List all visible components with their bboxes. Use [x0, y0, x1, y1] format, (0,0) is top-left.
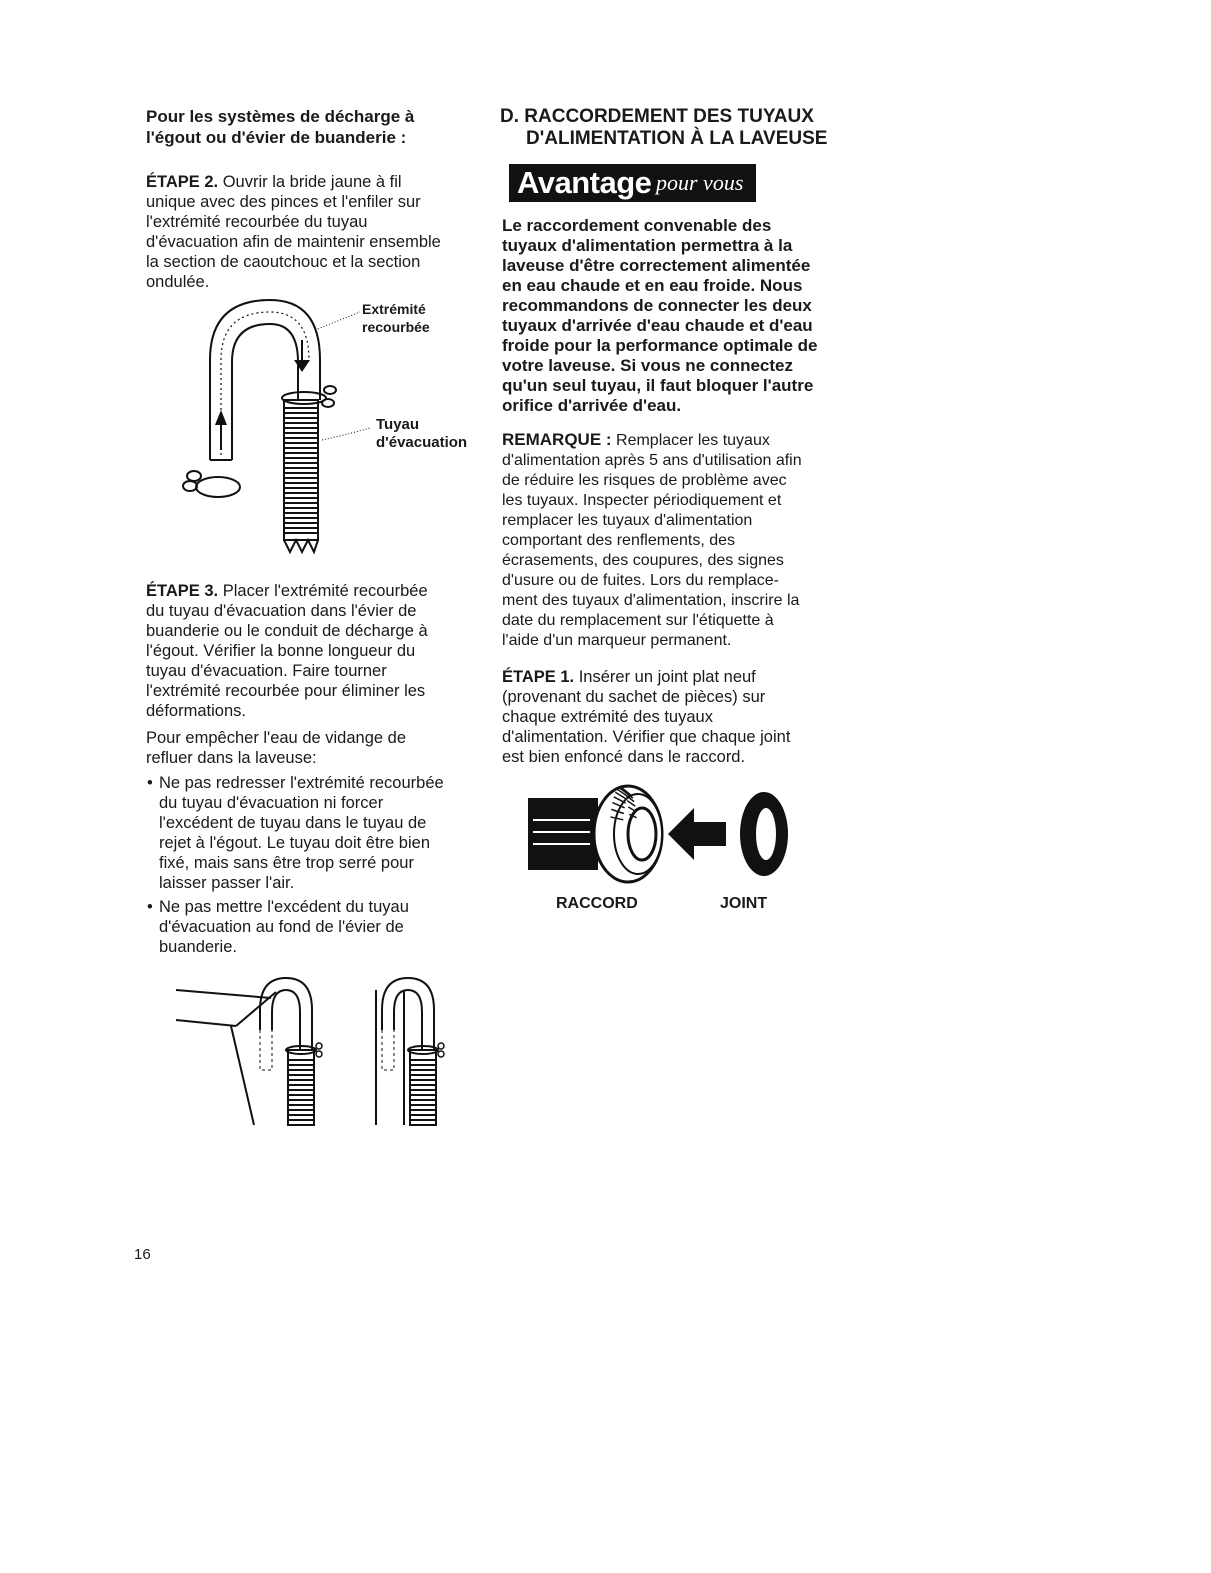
banner-word: pour vous [656, 170, 744, 195]
label-line: recourbée [362, 319, 430, 335]
text-line: tuyau d'évacuation. Faire tourner [146, 662, 387, 680]
remarque-label: REMARQUE : [502, 430, 612, 449]
text-line: de réduire les risques de problème avec [502, 472, 787, 489]
text-line: d'évacuation afin de maintenir ensemble [146, 233, 441, 251]
etape-1-paragraph [502, 667, 790, 767]
text-line: chaque extrémité des tuyaux [502, 708, 713, 726]
text-line: unique avec des pinces et l'enfiler sur [146, 193, 421, 211]
label-line: Extrémité [362, 301, 426, 317]
step-label: ÉTAPE 2. [146, 173, 219, 191]
text-line: d'évacuation au fond de l'évier de [159, 918, 404, 936]
text-line: date du remplacement sur l'étiquette à [502, 612, 774, 629]
label-extremite-recourbee [362, 300, 430, 336]
text-line: Ouvrir la bride jaune à fil [218, 173, 402, 191]
sink-standpipe-illustration [176, 970, 476, 1130]
heading-line: D. RACCORDEMENT DES TUYAUX [500, 106, 814, 127]
text-line: d'usure ou de fuites. Lors du remplace- [502, 572, 779, 589]
etape-2-paragraph [146, 172, 441, 292]
text-line: écrasements, des coupures, des signes [502, 552, 784, 569]
text-line: orifice d'arrivée d'eau. [502, 396, 682, 415]
text-line: froide pour la performance optimale de [502, 336, 818, 355]
text-line: tuyaux d'alimentation permettra à la [502, 236, 793, 255]
text-line: Ne pas mettre l'excédent du tuyau [159, 898, 409, 916]
text-line: du tuyau d'évacuation dans l'évier de [146, 602, 417, 620]
text-line: l'extrémité recourbée du tuyau [146, 213, 368, 231]
text-line: buanderie ou le conduit de décharge à [146, 622, 428, 640]
label-raccord: RACCORD [556, 895, 638, 912]
text-line: la section de caoutchouc et la section [146, 253, 421, 271]
text-line: laveuse d'être correctement alimentée [502, 256, 811, 275]
text-line: l'aide d'un marqueur permanent. [502, 632, 732, 649]
text-line: Pour empêcher l'eau de vidange de [146, 729, 406, 747]
etape-3-paragraph [146, 581, 428, 721]
text-line: tuyaux d'arrivée d'eau chaude et d'eau [502, 316, 813, 335]
section-heading-supply [500, 106, 827, 150]
bullet-glyph: • [147, 898, 153, 916]
text-line: d'alimentation. Vérifier que chaque joint [502, 728, 791, 746]
text-line: l'extrémité recourbée pour éliminer les [146, 682, 426, 700]
label-line: d'évacuation [376, 434, 468, 451]
avantage-banner [509, 164, 756, 202]
text-line: ment des tuyaux d'alimentation, inscrire la [502, 592, 800, 609]
text-line: d'alimentation après 5 ans d'utilisation afin [502, 452, 802, 469]
text-line: Le raccordement convenable des [502, 216, 772, 235]
label-tuyau-evacuation [376, 416, 467, 452]
text-line: en eau chaude et en eau froide. Nous [502, 276, 803, 295]
section-heading-drain [146, 106, 414, 148]
text-line: remplacer les tuyaux d'alimentation [502, 512, 753, 529]
text-line: Insérer un joint plat neuf [574, 668, 756, 686]
text-line: déformations. [146, 702, 246, 720]
text-line: recommandons de connecter les deux [502, 296, 812, 315]
page-number: 16 [134, 1246, 151, 1263]
text-line: rejet à l'égout. Le tuyau doit être bien [159, 834, 431, 852]
text-line: laisser passer l'air. [159, 874, 295, 892]
text-line: comportant des renflements, des [502, 532, 736, 549]
text-line: est bien enfoncé dans le raccord. [502, 748, 746, 766]
text-line: ondulée. [146, 273, 210, 291]
label-joint: JOINT [720, 895, 768, 912]
text-line: l'égout. Vérifier la bonne longueur du [146, 642, 416, 660]
bullet-item [147, 773, 444, 893]
text-line: Remplacer les tuyaux [611, 432, 770, 449]
text-line: qu'un seul tuyau, il faut bloquer l'autre [502, 376, 814, 395]
text-line: buanderie. [159, 938, 237, 956]
banner-word: Avantage [517, 165, 652, 200]
step-label: ÉTAPE 1. [502, 668, 575, 686]
heading-line: D'ALIMENTATION À LA LAVEUSE [526, 128, 828, 149]
label-line: Tuyau [376, 416, 420, 433]
text-line: Ne pas redresser l'extrémité recourbée [159, 774, 444, 792]
bullet-glyph: • [147, 774, 153, 792]
text-line: fixé, mais sans être trop serré pour [159, 854, 414, 872]
text-line: les tuyaux. Inspecter périodiquement et [502, 492, 782, 509]
heading-line: Pour les systèmes de décharge à [146, 107, 415, 126]
intro-paragraph [502, 216, 818, 416]
remarque-paragraph [502, 430, 802, 651]
text-line: votre laveuse. Si vous ne connectez [502, 356, 794, 375]
text-line: du tuyau d'évacuation ni forcer [159, 794, 384, 812]
text-line: l'excédent de tuyau dans le tuyau de [159, 814, 427, 832]
bullet-item [147, 897, 409, 957]
heading-line: l'égout ou d'évier de buanderie : [146, 128, 407, 147]
text-line: (provenant du sachet de pièces) sur [502, 688, 766, 706]
text-line: Placer l'extrémité recourbée [218, 582, 428, 600]
prevent-paragraph [146, 728, 406, 768]
text-line: refluer dans la laveuse: [146, 749, 317, 767]
coupling-washer-illustration [528, 780, 818, 890]
step-label: ÉTAPE 3. [146, 582, 219, 600]
